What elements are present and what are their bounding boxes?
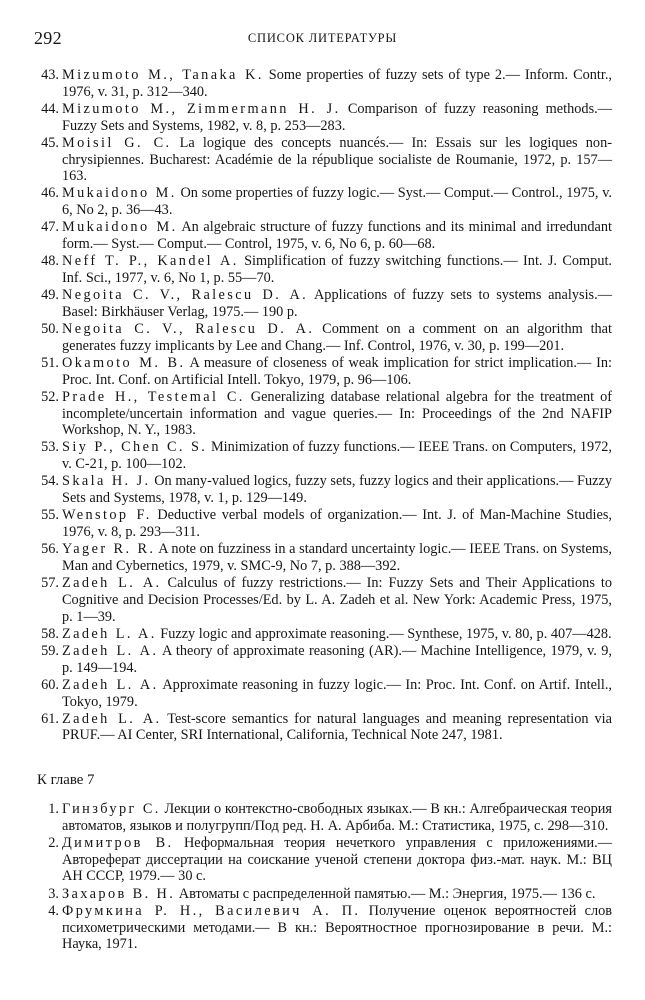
reference-entry bbox=[34, 643, 612, 676]
reference-number: 55. bbox=[41, 507, 59, 524]
reference-number: 44. bbox=[41, 100, 59, 117]
reference-entry bbox=[34, 321, 612, 354]
reference-number: 50. bbox=[41, 321, 59, 338]
reference-number: 1. bbox=[48, 801, 59, 818]
reference-text: Simplification of fuzzy switching functions.— Int. J. Comput. Inf. Sci., 1977, v. 6, No 1, p. 55—70. bbox=[62, 253, 613, 286]
reference-text: Some properties of fuzzy sets of type 2.— Inform. Contr., 1976, v. 31, p. 312—340. bbox=[62, 67, 613, 100]
reference-entry bbox=[34, 886, 612, 903]
reference-entry bbox=[34, 903, 612, 953]
reference-entry bbox=[34, 711, 612, 744]
reference-entry bbox=[34, 801, 612, 834]
reference-number: 60. bbox=[41, 676, 59, 693]
reference-text: A measure of closeness of weak implication for strict implication.— In: Proc. Int. Conf. on Artificial Intell. Tokyo, 1979, p. 96—106. bbox=[62, 354, 612, 388]
reference-number: 57. bbox=[41, 575, 59, 592]
reference-author: Moisil G. C. bbox=[62, 134, 172, 151]
reference-author: Zadeh L. A. bbox=[62, 642, 159, 659]
reference-author: Skala H. J. bbox=[62, 473, 151, 490]
reference-author: Wenstop F. bbox=[62, 507, 152, 524]
reference-entry bbox=[34, 575, 612, 625]
reference-number: 52. bbox=[41, 388, 59, 405]
reference-number: 43. bbox=[41, 67, 59, 83]
reference-entry bbox=[34, 835, 612, 885]
reference-entry bbox=[34, 287, 612, 320]
reference-author: Захаров В. Н. bbox=[62, 885, 176, 902]
reference-entry bbox=[34, 626, 612, 643]
reference-text: Approximate reasoning in fuzzy logic.— In: Proc. Int. Conf. on Artif. Intell., Tokyo, 1979. bbox=[62, 676, 613, 710]
reference-number: 3. bbox=[48, 885, 59, 902]
reference-text: Лекции о контекстно-свободных языках.— В кн.: Алгебраическая теория автоматов, языков и полугрупп/Под ред. Н. А. Арбиба. М.: Статистика, 1975, с. 298—310. bbox=[62, 801, 612, 834]
reference-entry bbox=[34, 355, 612, 388]
reference-text: Comparison of fuzzy reasoning methods.— Fuzzy Sets and Systems, 1982, v. 8, p. 253—283. bbox=[62, 100, 612, 134]
reference-entry bbox=[34, 473, 612, 506]
page-number: 292 bbox=[34, 28, 62, 48]
reference-entry bbox=[34, 507, 612, 540]
reference-number: 2. bbox=[48, 835, 59, 852]
reference-number: 61. bbox=[41, 710, 59, 727]
reference-author: Neff T. P., Kandel A. bbox=[62, 253, 239, 270]
reference-number: 58. bbox=[41, 625, 59, 642]
reference-author: Zadeh L. A. bbox=[62, 625, 157, 642]
reference-number: 51. bbox=[41, 354, 59, 371]
reference-author: Zadeh L. A. bbox=[62, 676, 159, 693]
section-heading: К главе 7 bbox=[37, 772, 95, 789]
reference-entry bbox=[34, 101, 612, 134]
reference-author: Mukaidono M. bbox=[62, 219, 178, 236]
reference-entry bbox=[34, 135, 612, 185]
reference-author: Mukaidono M. bbox=[62, 185, 177, 202]
page-header bbox=[34, 28, 611, 48]
reference-entry bbox=[34, 677, 612, 710]
reference-text: Generalizing database relational algebra for the treatment of incomplete/uncertain information and vague queries.— In: Proceedings of the 2nd NAFIP Workshop, N. Y., 1983. bbox=[62, 388, 613, 439]
references-chapter-7 bbox=[34, 801, 612, 953]
reference-text: Applications of fuzzy sets to systems analysis.— Basel: Birkhäuser Verlag, 1975.— 190 p. bbox=[62, 287, 612, 320]
reference-number: 56. bbox=[41, 541, 59, 558]
reference-list bbox=[34, 67, 612, 953]
reference-number: 47. bbox=[41, 219, 59, 236]
reference-author: Prade H., Testemal C. bbox=[62, 388, 245, 405]
reference-text: Test-score semantics for natural languages and meaning representation via PRUF.— AI Center, SRI International, California, Technical Note 247, 1981. bbox=[62, 710, 612, 744]
reference-entry bbox=[34, 541, 612, 574]
reference-text: A note on fuzziness in a standard uncertainty logic.— IEEE Trans. on Systems, Man and Cybernetics, 1979, v. SMC-9, No 7, p. 388—392. bbox=[62, 541, 612, 574]
reference-text: Comment on a comment on an algorithm that generates fuzzy implicants by Lee and Chang.— Inf. Control, 1976, v. 30, p. 199—201. bbox=[62, 321, 613, 354]
reference-author: Zadeh L. A. bbox=[62, 575, 162, 592]
reference-entry bbox=[34, 219, 612, 252]
reference-text: La logique des concepts nuancés.— In: Essais sur les logiques non-chrysipiennes. Bucharest: Académie de la république socialiste de Roumanie, 1972, p. 157—163. bbox=[62, 134, 612, 185]
reference-author: Zadeh L. A. bbox=[62, 710, 162, 727]
reference-text: Calculus of fuzzy restrictions.— In: Fuzzy Sets and Their Applications to Cognitive and Decision Processes/Ed. by L. A. Zadeh et al. New York: Academic Press, 1975, p. 1—39. bbox=[62, 575, 612, 625]
reference-author: Okamoto M. B. bbox=[62, 354, 186, 371]
reference-author: Yager R. R. bbox=[62, 541, 156, 558]
reference-author: Mizumoto M., Zimmermann H. J. bbox=[62, 100, 341, 117]
reference-number: 45. bbox=[41, 134, 59, 151]
reference-text: On many-valued logics, fuzzy sets, fuzzy logics and their applications.— Fuzzy Sets and Systems, 1978, v. 1, p. 129—149. bbox=[62, 473, 612, 507]
reference-number: 59. bbox=[41, 642, 59, 659]
reference-author: Фрумкина Р. Н., Василевич А. П. bbox=[62, 902, 361, 919]
reference-author: Negoita C. V., Ralescu D. A. bbox=[62, 321, 315, 338]
reference-text: On some properties of fuzzy logic.— Syst.— Comput.— Control., 1975, v. 6, No 2, p. 36—43. bbox=[62, 185, 612, 219]
reference-text: Deductive verbal models of organization.— Int. J. of Man-Machine Studies, 1976, v. 8, p. 293—311. bbox=[62, 507, 612, 540]
reference-number: 48. bbox=[41, 253, 59, 270]
reference-entry bbox=[34, 67, 612, 100]
reference-entry bbox=[34, 185, 612, 218]
reference-number: 53. bbox=[41, 439, 59, 456]
reference-number: 46. bbox=[41, 185, 59, 202]
reference-text: Получение оценок вероятностей слов психометрическими методами.— В кн.: Вероятностное прогнозирование в речи. М.: Наука, 1971. bbox=[62, 902, 612, 953]
reference-text: A theory of approximate reasoning (AR).— Machine Intelligence, 1979, v. 9, p. 149—194. bbox=[62, 642, 612, 676]
reference-text: Minimization of fuzzy functions.— IEEE Trans. on Computers, 1972, v. C-21, p. 100—102. bbox=[62, 439, 612, 473]
reference-text: Автоматы с распределенной памятью.— М.: Энергия, 1975.— 136 с. bbox=[178, 885, 596, 902]
reference-number: 49. bbox=[41, 287, 59, 304]
reference-entry bbox=[34, 439, 612, 472]
reference-author: Гинзбург С. bbox=[62, 801, 161, 818]
references-chapter-6 bbox=[34, 67, 612, 744]
reference-author: Siy P., Chen C. S. bbox=[62, 439, 208, 456]
running-title: СПИСОК ЛИТЕРАТУРЫ bbox=[247, 31, 398, 45]
reference-number: 4. bbox=[48, 902, 59, 919]
reference-author: Димитров В. bbox=[62, 835, 174, 852]
reference-author: Mizumoto M., Tanaka K. bbox=[62, 67, 264, 83]
reference-entry bbox=[34, 253, 612, 286]
reference-number: 54. bbox=[41, 473, 59, 490]
reference-entry bbox=[34, 389, 612, 439]
reference-text: Fuzzy logic and approximate reasoning.— Synthese, 1975, v. 80, p. 407—428. bbox=[160, 625, 612, 642]
reference-text: Неформальная теория нечеткого управления с приложениями.— Автореферат диссертации на соискание ученой степени доктора физ.-мат. наук. М.: ВЦ АН СССР, 1979.— 30 с. bbox=[62, 835, 613, 885]
reference-text: An algebraic structure of fuzzy functions and its minimal and irredundant form.— Syst.— Comput.— Control, 1975, v. 6, No 6, p. 60—68. bbox=[62, 219, 612, 253]
reference-author: Negoita C. V., Ralescu D. A. bbox=[62, 287, 309, 304]
